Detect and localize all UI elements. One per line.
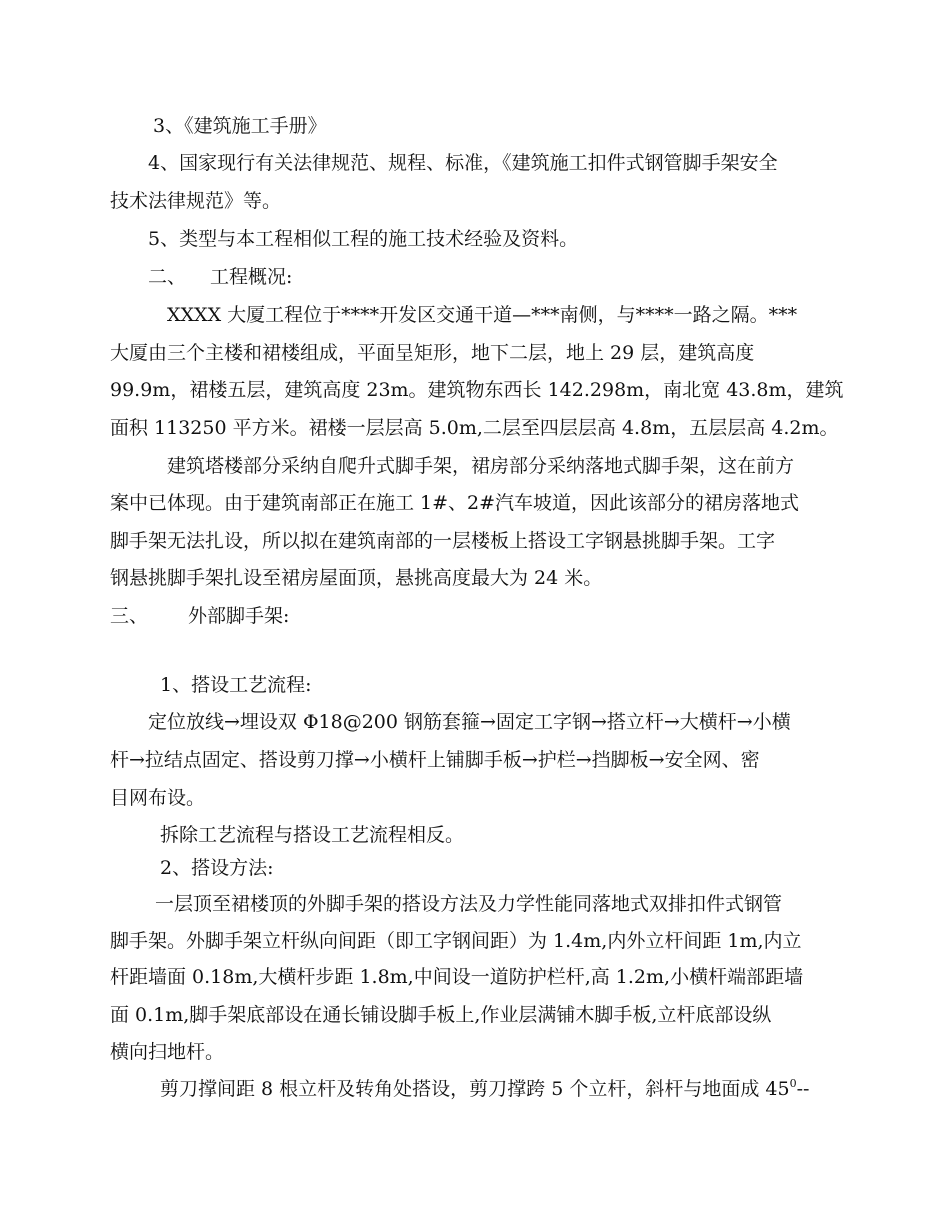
- section-2-heading: [148, 265, 292, 289]
- overview-para1-line3: 99.9m，裙楼五层，建筑高度 23m。建筑物东西长 142.298m，南北宽 43.8m，建筑: [110, 379, 844, 401]
- process-flow-line3: 目网布设。: [110, 787, 206, 809]
- subsection-2-title: 2、搭设方法:: [160, 857, 274, 879]
- reference-item-5: 5、类型与本工程相似工程的施工技术经验及资料。: [148, 228, 579, 250]
- overview-para1-line1: XXXX 大厦工程位于****开发区交通干道—***南侧，与****一路之隔。***: [167, 304, 798, 326]
- reference-item-4-line2: 技术法律规范》等。: [110, 190, 282, 212]
- method-para-line2: 脚手架。外脚手架立杆纵向间距（即工字钢间距）为 1.4m,内外立杆间距 1m,内立: [110, 930, 802, 952]
- overview-para1-line4: 面积 113250 平方米。裙楼一层层高 5.0m,二层至四层层高 4.8m，五层层高 4.2m。: [110, 417, 839, 439]
- section-3-heading: [110, 604, 289, 628]
- degree-superscript: 0: [789, 1077, 797, 1090]
- section-2-number: 二、: [148, 266, 187, 288]
- overview-para2-line3: 脚手架无法扎设，所以拟在建筑南部的一层楼板上搭设工字钢悬挑脚手架。工字: [110, 530, 776, 552]
- method-para-line5: 横向扫地杆。: [110, 1041, 225, 1063]
- bracing-text: 剪刀撑间距 8 根立杆及转角处搭设，剪刀撑跨 5 个立杆，斜杆与地面成 45: [160, 1078, 790, 1100]
- overview-para2-line1: 建筑塔楼部分采纳自爬升式脚手架，裙房部分采纳落地式脚手架，这在前方: [167, 455, 795, 477]
- bracing-dash: --: [796, 1078, 810, 1100]
- method-para-line3: 杆距墙面 0.18m,大横杆步距 1.8m,中间设一道防护栏杆,高 1.2m,小横杆端部距墙: [110, 966, 804, 988]
- section-3-number: 三、: [110, 605, 149, 627]
- process-flow-line2: 杆→拉结点固定、搭设剪刀撑→小横杆上铺脚手板→护栏→挡脚板→安全网、密: [110, 749, 760, 771]
- section-2-title: 工程概况:: [210, 266, 293, 288]
- overview-para2-line2: 案中已体现。由于建筑南部正在施工 1#、2#汽车坡道，因此该部分的裙房落地式: [110, 492, 800, 514]
- method-para-line4: 面 0.1m,脚手架底部设在通长铺设脚手板上,作业层满铺木脚手板,立杆底部设纵: [110, 1004, 772, 1026]
- method-para-line1: 一层顶至裙楼顶的外脚手架的搭设方法及力学性能同落地式双排扣件式钢管: [155, 893, 783, 915]
- dismantle-note: 拆除工艺流程与搭设工艺流程相反。: [160, 824, 465, 846]
- bracing-para-line1: [160, 1077, 809, 1101]
- overview-para1-line2: 大厦由三个主楼和裙楼组成，平面呈矩形，地下二层，地上 29 层，建筑高度: [110, 342, 755, 364]
- section-3-title: 外部脚手架:: [188, 605, 290, 627]
- reference-item-4-line1: 4、国家现行有关法律规范、规程、标准，《建筑施工扣件式钢管脚手架安全: [148, 152, 778, 174]
- subsection-1-title: 1、搭设工艺流程:: [160, 674, 312, 696]
- reference-item-3: 3、《建筑施工手册》: [153, 115, 327, 137]
- process-flow-line1: 定位放线→埋设双 Φ18@200 钢筋套箍→固定工字钢→搭立杆→大横杆→小横: [148, 711, 791, 733]
- overview-para2-line4: 钢悬挑脚手架扎设至裙房屋面顶，悬挑高度最大为 24 米。: [110, 567, 603, 589]
